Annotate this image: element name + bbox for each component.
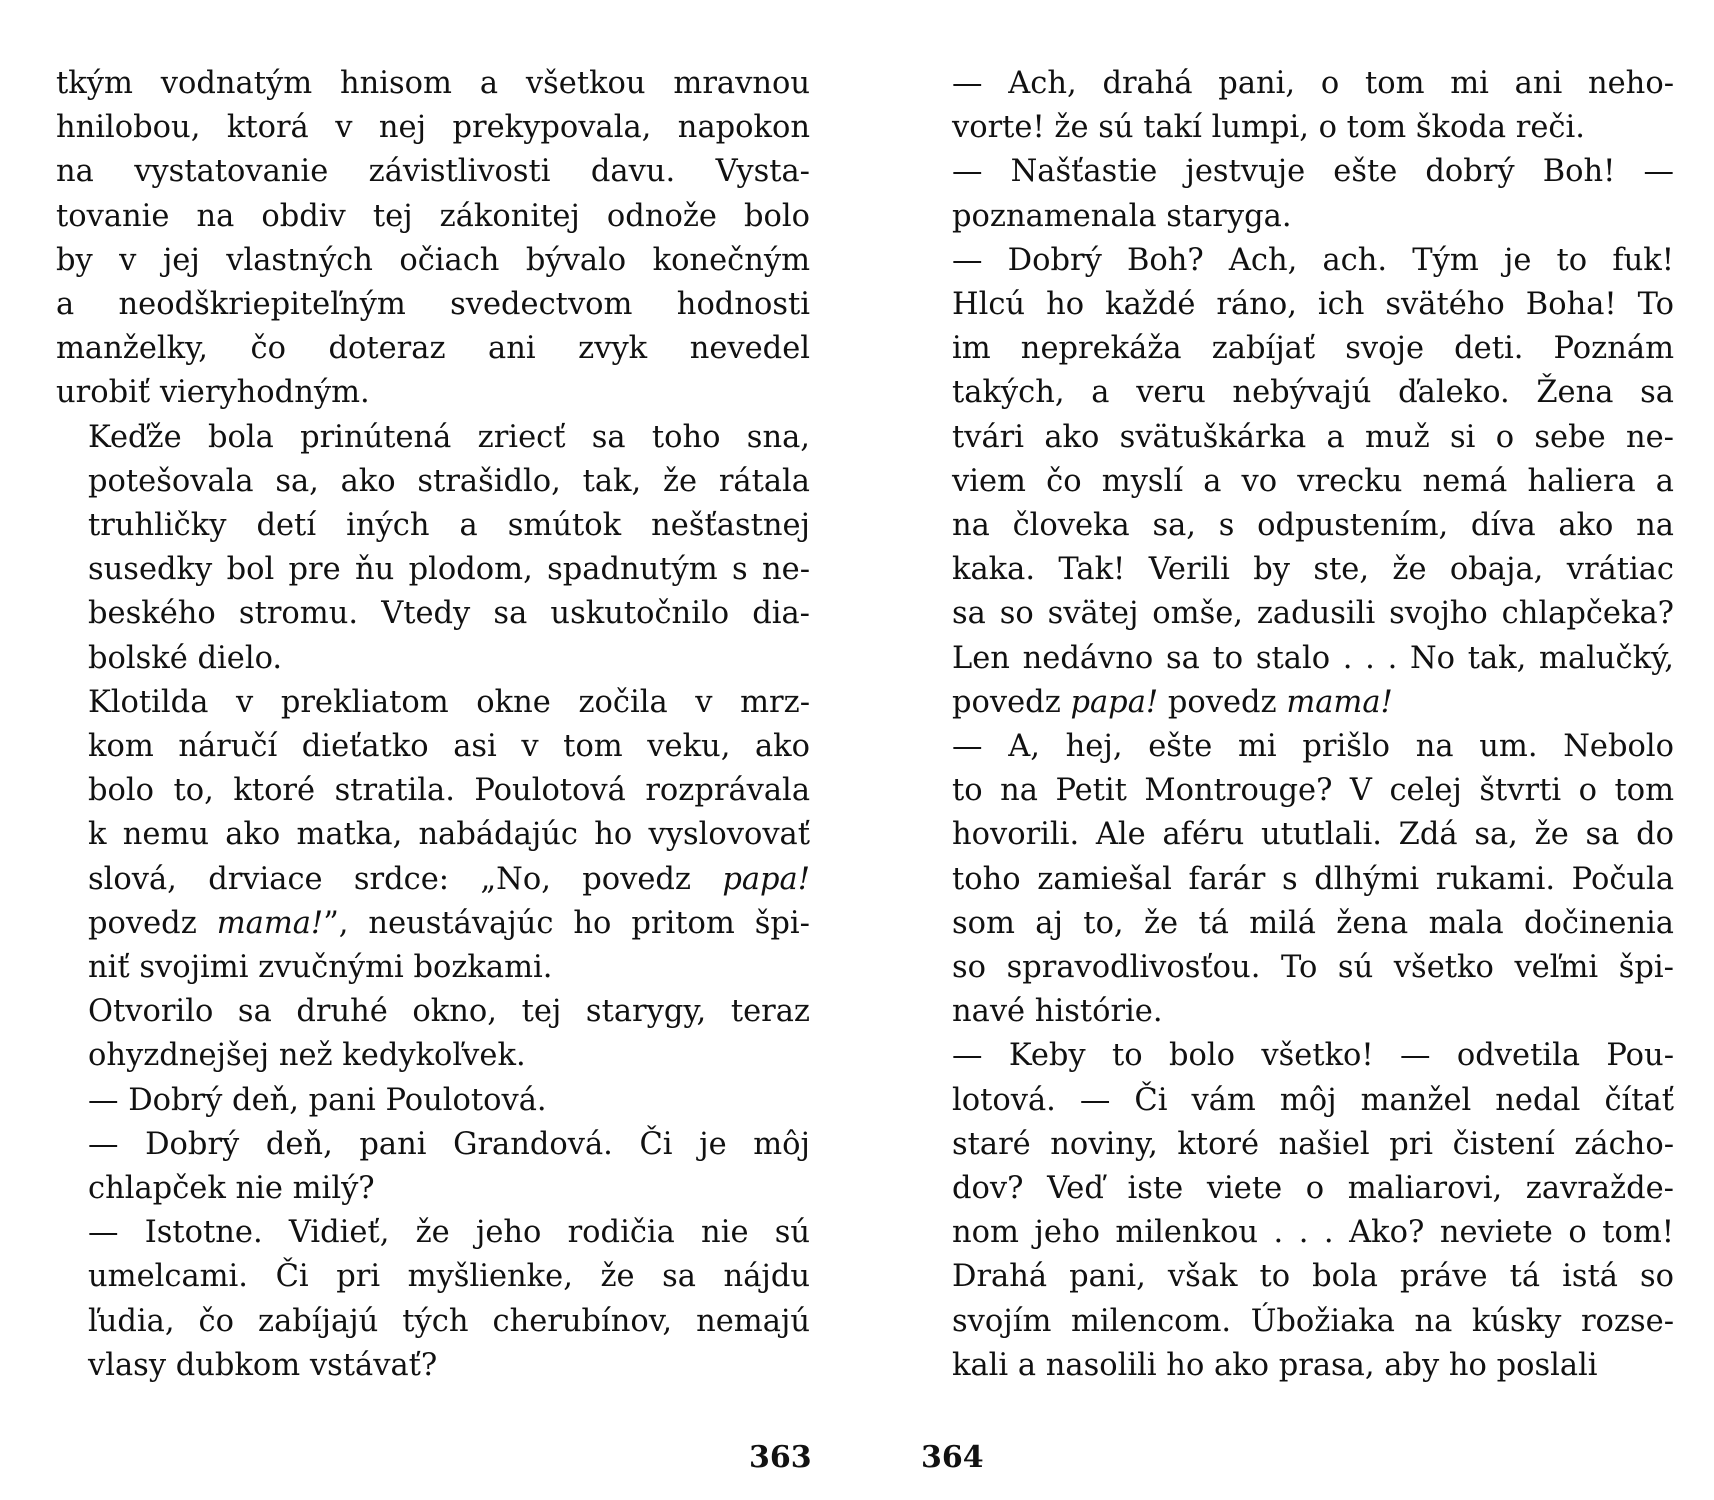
text-line: a neodškriepiteľným svedectvom hodnosti (56, 287, 810, 323)
text-line: vlasy dubkom vstávať? (88, 1347, 438, 1383)
text-line: povedz papa! povedz mama! (952, 684, 1393, 720)
paragraph (56, 416, 810, 681)
italic-word: mama! (216, 905, 324, 941)
text-line: kali a nasolili ho ako prasa, aby ho poslali (952, 1347, 1598, 1383)
text-line: im neprekáža zabíjať svoje deti. Poznám (952, 331, 1674, 367)
text-line: k nemu ako matka, nabádajúc ho vyslovovať (88, 817, 810, 853)
paragraph (920, 1034, 1674, 1388)
left-page-number: 363 (749, 1440, 812, 1475)
paragraph (920, 239, 1674, 725)
text-line: susedky bol pre ňu plodom, spadnutým s ne- (88, 552, 810, 588)
text-line: so spravodlivosťou. To sú všetko veľmi špi- (952, 950, 1674, 986)
text-line: Keďže bola prinútená zriecť sa toho sna, (88, 419, 810, 455)
text-line: lotová. — Či vám môj manžel nedal čítať (952, 1082, 1674, 1118)
text-line: Hlcú ho každé ráno, ich svätého Boha! To (952, 287, 1674, 323)
right-page (920, 62, 1674, 1388)
paragraph (920, 725, 1674, 1034)
right-page-number: 364 (921, 1440, 984, 1475)
italic-word: papa! (722, 861, 810, 897)
text-line: na človeka sa, s odpustením, díva ako na (952, 508, 1674, 544)
text-line: som aj to, že tá milá žena mala dočinenia (952, 905, 1674, 941)
text-line: — Ach, drahá pani, o tom mi ani neho- (952, 66, 1674, 101)
text-line: — Dobrý deň, pani Grandová. Či je môj (88, 1126, 810, 1162)
text-line: — Istotne. Vidieť, že jeho rodičia nie sú (88, 1215, 810, 1251)
text-line: na vystatovanie závistlivosti davu. Vysta- (56, 154, 810, 190)
text-line: Otvorilo sa druhé okno, tej starygy, teraz (88, 994, 810, 1030)
italic-word: papa! (1070, 684, 1159, 720)
text-line: tovanie na obdiv tej zákonitej odnože bolo (56, 198, 810, 234)
text-line: — A, hej, ešte mi prišlo na um. Nebolo (952, 729, 1674, 765)
paragraph (920, 150, 1674, 238)
paragraph (56, 1211, 810, 1388)
paragraph (56, 1079, 810, 1123)
text-line: niť svojimi zvučnými bozkami. (88, 950, 553, 986)
left-page (56, 62, 810, 1388)
text-line: kom náručí dieťatko asi v tom veku, ako (88, 729, 810, 765)
text-line: beského stromu. Vtedy sa uskutočnilo dia- (88, 596, 810, 632)
text-line: potešovala sa, ako strašidlo, tak, že rátala (88, 463, 810, 499)
text-line: slová, drviace srdce: „No, povedz papa! (88, 861, 810, 897)
text-line: toho zamiešal farár s dlhými rukami. Počula (952, 861, 1674, 897)
text-line: Klotilda v prekliatom okne zočila v mrz- (88, 684, 810, 720)
text-line: to na Petit Montrouge? V celej štvrti o tom (952, 773, 1674, 809)
text-line: — Dobrý Boh? Ach, ach. Tým je to fuk! (952, 242, 1674, 278)
text-line: ohyzdnejšej než kedykoľvek. (88, 1038, 526, 1074)
text-line: takých, a veru nebývajú ďaleko. Žena sa (952, 375, 1674, 411)
text-line: Len nedávno sa to stalo . . . No tak, malučký, (952, 640, 1674, 676)
text-line: vorte! že sú takí lumpi, o tom škoda reči. (952, 110, 1585, 146)
text-line: dov? Veď iste viete o maliarovi, zavražde- (952, 1171, 1674, 1207)
text-line: — Našťastie jestvuje ešte dobrý Boh! — (952, 154, 1674, 190)
text-line: by v jej vlastných očiach bývalo konečným (56, 242, 810, 278)
paragraph (56, 990, 810, 1078)
text-line: chlapček nie milý? (88, 1171, 375, 1207)
text-line: tkým vodnatým hnisom a všetkou mravnou (56, 66, 810, 101)
text-line: bolo to, ktoré stratila. Poulotová rozprávala (88, 773, 810, 809)
text-line: poznamenala staryga. (952, 198, 1292, 234)
text-line: ľudia, čo zabíjajú tých cherubínov, nemajú (88, 1303, 810, 1339)
text-line: nom jeho milenkou . . . Ako? neviete o tom! (952, 1215, 1674, 1251)
text-line: kaka. Tak! Verili by ste, že obaja, vrátiac (952, 552, 1674, 588)
text-line: — Dobrý deň, pani Poulotová. (88, 1082, 547, 1118)
text-line: — Keby to bolo všetko! — odvetila Pou- (952, 1038, 1674, 1074)
paragraph (56, 62, 810, 416)
paragraph (56, 1123, 810, 1211)
paragraph (56, 681, 810, 990)
text-line: staré noviny, ktoré našiel pri čistení zácho- (952, 1126, 1674, 1162)
text-line: sa so svätej omše, zadusili svojho chlapčeka? (952, 596, 1674, 632)
text-line: hovorili. Ale aféru ututlali. Zdá sa, že sa do (952, 817, 1674, 853)
text-line: hnilobou, ktorá v nej prekypovala, napokon (56, 110, 810, 146)
text-line: viem čo myslí a vo vrecku nemá haliera a (952, 463, 1674, 499)
text-line: manželky, čo doteraz ani zvyk nevedel (56, 331, 810, 367)
text-line: povedz mama!”, neustávajúc ho pritom špi- (88, 905, 810, 941)
text-line: svojím milencom. Úbožiaka na kúsky rozse- (952, 1303, 1674, 1339)
text-line: tvári ako svätuškárka a muž si o sebe ne- (952, 419, 1674, 455)
paragraph (920, 62, 1674, 150)
text-line: Drahá pani, však to bola práve tá istá so (952, 1259, 1674, 1295)
text-line: bolské dielo. (88, 640, 283, 676)
text-line: navé histórie. (952, 994, 1163, 1030)
text-line: urobiť vieryhodným. (56, 375, 370, 411)
text-line: truhličky detí iných a smútok nešťastnej (88, 508, 810, 544)
text-line: umelcami. Či pri myšlienke, že sa nájdu (88, 1259, 810, 1295)
italic-word: mama! (1286, 684, 1393, 720)
